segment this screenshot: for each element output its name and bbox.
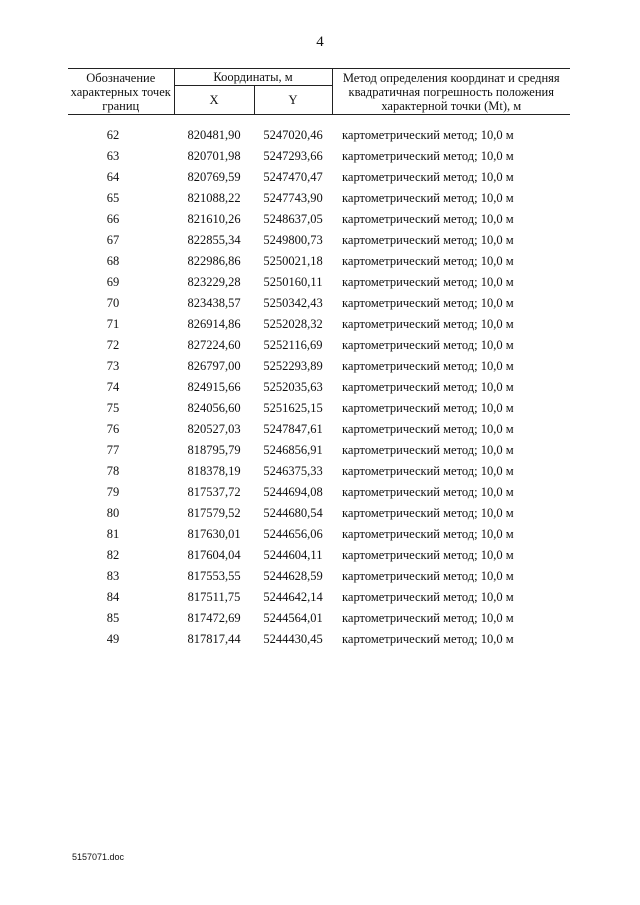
y-cell: 5244564,01 (263, 611, 323, 625)
method-cell: картометрический метод; 10,0 м (342, 380, 514, 394)
page-number: 4 (316, 34, 324, 50)
x-cell: 817579,52 (187, 506, 241, 520)
table-row (68, 335, 570, 356)
point-cell: 74 (106, 380, 120, 394)
point-cell: 76 (106, 422, 120, 436)
coordinates-table-wrapper (68, 68, 570, 650)
point-cell: 63 (106, 149, 120, 163)
header-point: Обозначение характерных точек границ (68, 69, 174, 115)
x-cell: 818378,19 (187, 464, 241, 478)
table-row (68, 524, 570, 545)
method-cell: картометрический метод; 10,0 м (342, 464, 514, 478)
table-row (68, 115, 570, 147)
y-cell: 5247847,61 (263, 422, 323, 436)
y-cell: 5250160,11 (263, 275, 323, 289)
table-row (68, 251, 570, 272)
x-cell: 817604,04 (187, 548, 241, 562)
x-cell: 823229,28 (187, 275, 241, 289)
x-cell: 822986,86 (187, 254, 241, 268)
y-cell: 5244656,06 (263, 527, 323, 541)
table-row (68, 356, 570, 377)
x-cell: 820769,59 (187, 170, 241, 184)
table-row (68, 566, 570, 587)
x-cell: 821610,26 (187, 212, 241, 226)
table-row (68, 461, 570, 482)
coordinates-table (68, 68, 570, 650)
table-row (68, 608, 570, 629)
table-row (68, 209, 570, 230)
x-cell: 824056,60 (187, 401, 241, 415)
y-cell: 5247020,46 (263, 128, 323, 142)
y-cell: 5252293,89 (263, 359, 323, 373)
method-cell: картометрический метод; 10,0 м (342, 338, 514, 352)
method-cell: картометрический метод; 10,0 м (342, 632, 514, 646)
y-cell: 5250021,18 (263, 254, 323, 268)
method-cell: картометрический метод; 10,0 м (342, 548, 514, 562)
y-cell: 5248637,05 (263, 212, 323, 226)
point-cell: 62 (106, 128, 120, 142)
point-cell: 65 (106, 191, 120, 205)
method-cell: картометрический метод; 10,0 м (342, 128, 514, 142)
method-cell: картометрический метод; 10,0 м (342, 359, 514, 373)
method-cell: картометрический метод; 10,0 м (342, 401, 514, 415)
point-cell: 78 (106, 464, 120, 478)
method-cell: картометрический метод; 10,0 м (342, 590, 514, 604)
point-cell: 70 (106, 296, 120, 310)
point-cell: 67 (106, 233, 120, 247)
point-cell: 69 (106, 275, 120, 289)
method-cell: картометрический метод; 10,0 м (342, 170, 514, 184)
table-row (68, 503, 570, 524)
y-cell: 5252035,63 (263, 380, 323, 394)
method-cell: картометрический метод; 10,0 м (342, 485, 514, 499)
x-cell: 826914,86 (187, 317, 241, 331)
x-cell: 817553,55 (187, 569, 241, 583)
point-cell: 72 (106, 338, 120, 352)
y-cell: 5247470,47 (263, 170, 323, 184)
method-cell: картометрический метод; 10,0 м (342, 569, 514, 583)
y-cell: 5244604,11 (263, 548, 323, 562)
y-cell: 5249800,73 (263, 233, 323, 247)
method-cell: картометрический метод; 10,0 м (342, 527, 514, 541)
table-header (68, 69, 570, 115)
method-cell: картометрический метод; 10,0 м (342, 611, 514, 625)
table-row (68, 293, 570, 314)
table-row (68, 272, 570, 293)
point-cell: 77 (106, 443, 120, 457)
point-cell: 71 (106, 317, 120, 331)
y-cell: 5244680,54 (263, 506, 323, 520)
x-cell: 818795,79 (187, 443, 241, 457)
x-cell: 817472,69 (187, 611, 241, 625)
point-cell: 49 (106, 632, 120, 646)
table-row (68, 230, 570, 251)
point-cell: 83 (106, 569, 120, 583)
table-row (68, 167, 570, 188)
y-cell: 5246856,91 (263, 443, 323, 457)
x-cell: 820701,98 (187, 149, 241, 163)
point-cell: 66 (106, 212, 120, 226)
point-cell: 81 (106, 527, 120, 541)
x-cell: 824915,66 (187, 380, 241, 394)
table-row (68, 419, 570, 440)
x-cell: 817630,01 (187, 527, 241, 541)
table-row (68, 146, 570, 167)
header-method: Метод определения координат и средняя квадратичная погрешность положения характерной точки (Mt), м (332, 69, 570, 115)
x-cell: 817817,44 (187, 632, 241, 646)
table-row (68, 188, 570, 209)
x-cell: 821088,22 (187, 191, 241, 205)
point-cell: 75 (106, 401, 120, 415)
y-cell: 5247743,90 (263, 191, 323, 205)
table-row (68, 314, 570, 335)
y-cell: 5244628,59 (263, 569, 323, 583)
header-y: Y (254, 86, 332, 115)
point-cell: 80 (106, 506, 120, 520)
table-row (68, 587, 570, 608)
x-cell: 822855,34 (187, 233, 241, 247)
method-cell: картометрический метод; 10,0 м (342, 506, 514, 520)
method-cell: картометрический метод; 10,0 м (342, 149, 514, 163)
y-cell: 5244642,14 (263, 590, 323, 604)
table-row (68, 629, 570, 650)
method-cell: картометрический метод; 10,0 м (342, 275, 514, 289)
point-cell: 73 (106, 359, 120, 373)
x-cell: 820481,90 (187, 128, 241, 142)
method-cell: картометрический метод; 10,0 м (342, 422, 514, 436)
method-cell: картометрический метод; 10,0 м (342, 233, 514, 247)
method-cell: картометрический метод; 10,0 м (342, 212, 514, 226)
point-cell: 85 (106, 611, 120, 625)
y-cell: 5252116,69 (263, 338, 323, 352)
y-cell: 5251625,15 (263, 401, 323, 415)
point-cell: 79 (106, 485, 120, 499)
y-cell: 5244430,45 (263, 632, 323, 646)
header-coordinates: Координаты, м (174, 69, 332, 86)
method-cell: картометрический метод; 10,0 м (342, 254, 514, 268)
x-cell: 826797,00 (187, 359, 241, 373)
y-cell: 5252028,32 (263, 317, 323, 331)
header-x: X (174, 86, 254, 115)
method-cell: картометрический метод; 10,0 м (342, 191, 514, 205)
method-cell: картометрический метод; 10,0 м (342, 317, 514, 331)
point-cell: 68 (106, 254, 120, 268)
table-body (68, 115, 570, 651)
method-cell: картометрический метод; 10,0 м (342, 296, 514, 310)
y-cell: 5247293,66 (263, 149, 323, 163)
x-cell: 817511,75 (187, 590, 241, 604)
x-cell: 817537,72 (187, 485, 241, 499)
table-row (68, 377, 570, 398)
y-cell: 5246375,33 (263, 464, 323, 478)
document-filename: 5157071.doc (72, 852, 125, 862)
x-cell: 823438,57 (187, 296, 241, 310)
method-cell: картометрический метод; 10,0 м (342, 443, 514, 457)
point-cell: 82 (106, 548, 120, 562)
table-row (68, 440, 570, 461)
y-cell: 5244694,08 (263, 485, 323, 499)
point-cell: 84 (106, 590, 120, 604)
x-cell: 820527,03 (187, 422, 241, 436)
y-cell: 5250342,43 (263, 296, 323, 310)
table-row (68, 398, 570, 419)
table-row (68, 545, 570, 566)
table-row (68, 482, 570, 503)
x-cell: 827224,60 (187, 338, 241, 352)
point-cell: 64 (106, 170, 120, 184)
